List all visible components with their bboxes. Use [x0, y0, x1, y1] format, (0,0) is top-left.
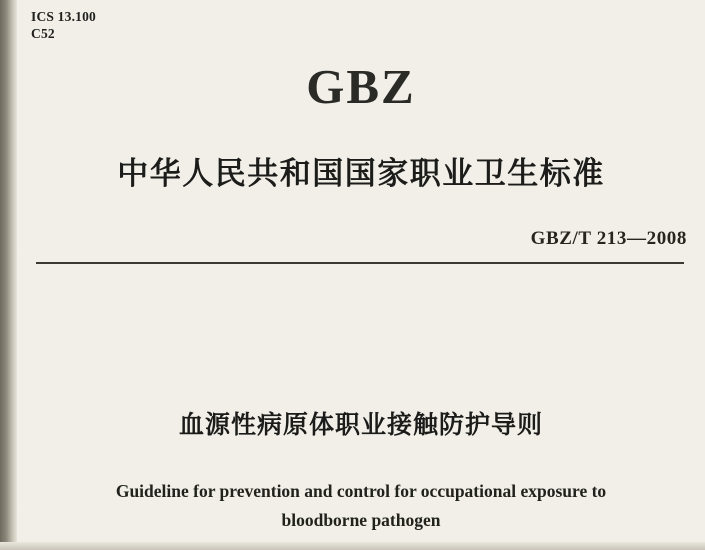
subject-title-english-line1: Guideline for prevention and control for occupational exposure to — [115, 481, 607, 501]
national-standard-title: 中华人民共和国国家职业卫生标准 — [117, 156, 605, 192]
standard-family-heading: GBZ — [306, 59, 416, 114]
subject-title-chinese: 血源性病原体职业接触防护导则 — [178, 410, 543, 439]
subject-title-english-line2: bloodborne pathogen — [281, 510, 441, 530]
ics-code-block — [31, 8, 96, 42]
cover-content — [17, 0, 705, 550]
horizontal-divider — [36, 262, 684, 264]
standard-number: GBZ/T 213—2008 — [530, 228, 687, 249]
binding-edge-shadow — [0, 0, 17, 550]
ics-code: ICS 13.100 — [31, 9, 97, 24]
page-bottom-shadow — [0, 542, 705, 550]
classification-code: C52 — [31, 26, 55, 41]
subject-title-english — [77, 477, 645, 535]
